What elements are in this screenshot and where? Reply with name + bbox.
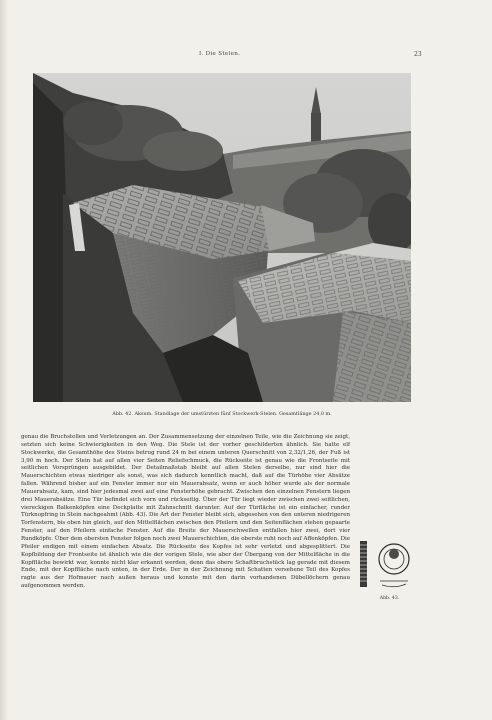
door-knob-drawing [358, 537, 420, 593]
photo-illustration [33, 73, 411, 402]
running-title: I. Die Stelen. [199, 51, 241, 57]
body-text [21, 434, 423, 687]
photograph-stele-fragments [33, 73, 411, 402]
figure-43-caption: Abb. 43. [379, 596, 400, 601]
figure-43-inset [356, 537, 423, 687]
page-number: 23 [414, 51, 422, 58]
body-paragraph: genau die Bruchstellen und Verletzungen an. Der Zusammensetzung der einzelnen Teile, wie die Zeichnung sie zeigt, setzten sich keine Schwierigkeiten in den Weg. Die Stele ist der vorher geschilderten ähnlich. Sie hatte elf Stockwerke, die Gesamthöhe des Steins betrug rund 24 m bei einem unteren Querschnitt von 2,32/1,26, der Fuß ist 3,90 m hoch. Der Stein hat auf allen vier Seiten Reliefschmuck, die Rückseite ist genau wie die Frontseite mit seitlichen Vorsprüngen ausgebildet. Der Detailmaßstab bleibt auf allen Stelen derselbe, nur sind hier die Mauerschichten etwas niedriger als sonst, was sich dadurch kenntlich macht, daß auf die Türhöhe vier Absätze fallen. Während bisher auf ein Fenster immer nur ein Mauerabsatz, wenn er auch höher wurde als der normale Mauerabsatz, kam, sind hier jedesmal zwei auf eine Fensterhöhe gebracht. Zwischen den einzelnen Fenstern liegen drei Mauerabsätze. Eine Tür befindet sich vorn und rückseitig. Über der Tür liegt wieder zwischen zwei seitlichen, viereckigen Balkenköpfen eine Deckplatte mit Zahnschnitt darunter. Auf der Türfläche ist ein einfacher, runder Türknopfring in Stein nachgeahmt (Abb. 43). Die Art der Fenster bleibt sich, abgesehen von den unteren niedrigeren Torfenstern, bis oben hin gleich, auf den Mittelflächen zwischen den Pfeilern und den Seitenflächen stehen gepaarte Fenster, auf den Pfeilern einfache Fenster. Auf die Breite der Mauerschwellen entfallen hier zwei, dort vier Rundköpfe. Über dem obersten Fenster folgen noch zwei Mauerschichten, die oberste ruht noch auf Affenköpfen. Die Pfeiler endigen mit einem einfachen Absatz. Die Rückseite des Kopfes ist sehr verletzt und abgesplittert. Die Kopfbildung der Frontseite ist ähnlich wie die der vorigen Stele, wie aber der Übergang von der Mittelfläche in die Kopffläche bewirkt war, konnte nicht klar erkannt werden, denn das obere Schaftbruchstück lag gerade mit diesem Ende, mit der Kopffläche nach unten, in der Erde. Der in der Zeichnung mit Schatten versehene Teil des Kopfes ragte aus der Hofmauer nach außen heraus und konnte mit den darin vorhandenen Dübellöchern genau aufgenommen werden. [21, 434, 350, 590]
figure-42-caption: Abb. 42. Aksum. Standlage der umstürzten fünf Stockwerk-Stelen. Gesamtlänge 24,0 m. [112, 411, 332, 417]
page-edge-shadow [0, 0, 8, 720]
running-head [0, 51, 492, 61]
